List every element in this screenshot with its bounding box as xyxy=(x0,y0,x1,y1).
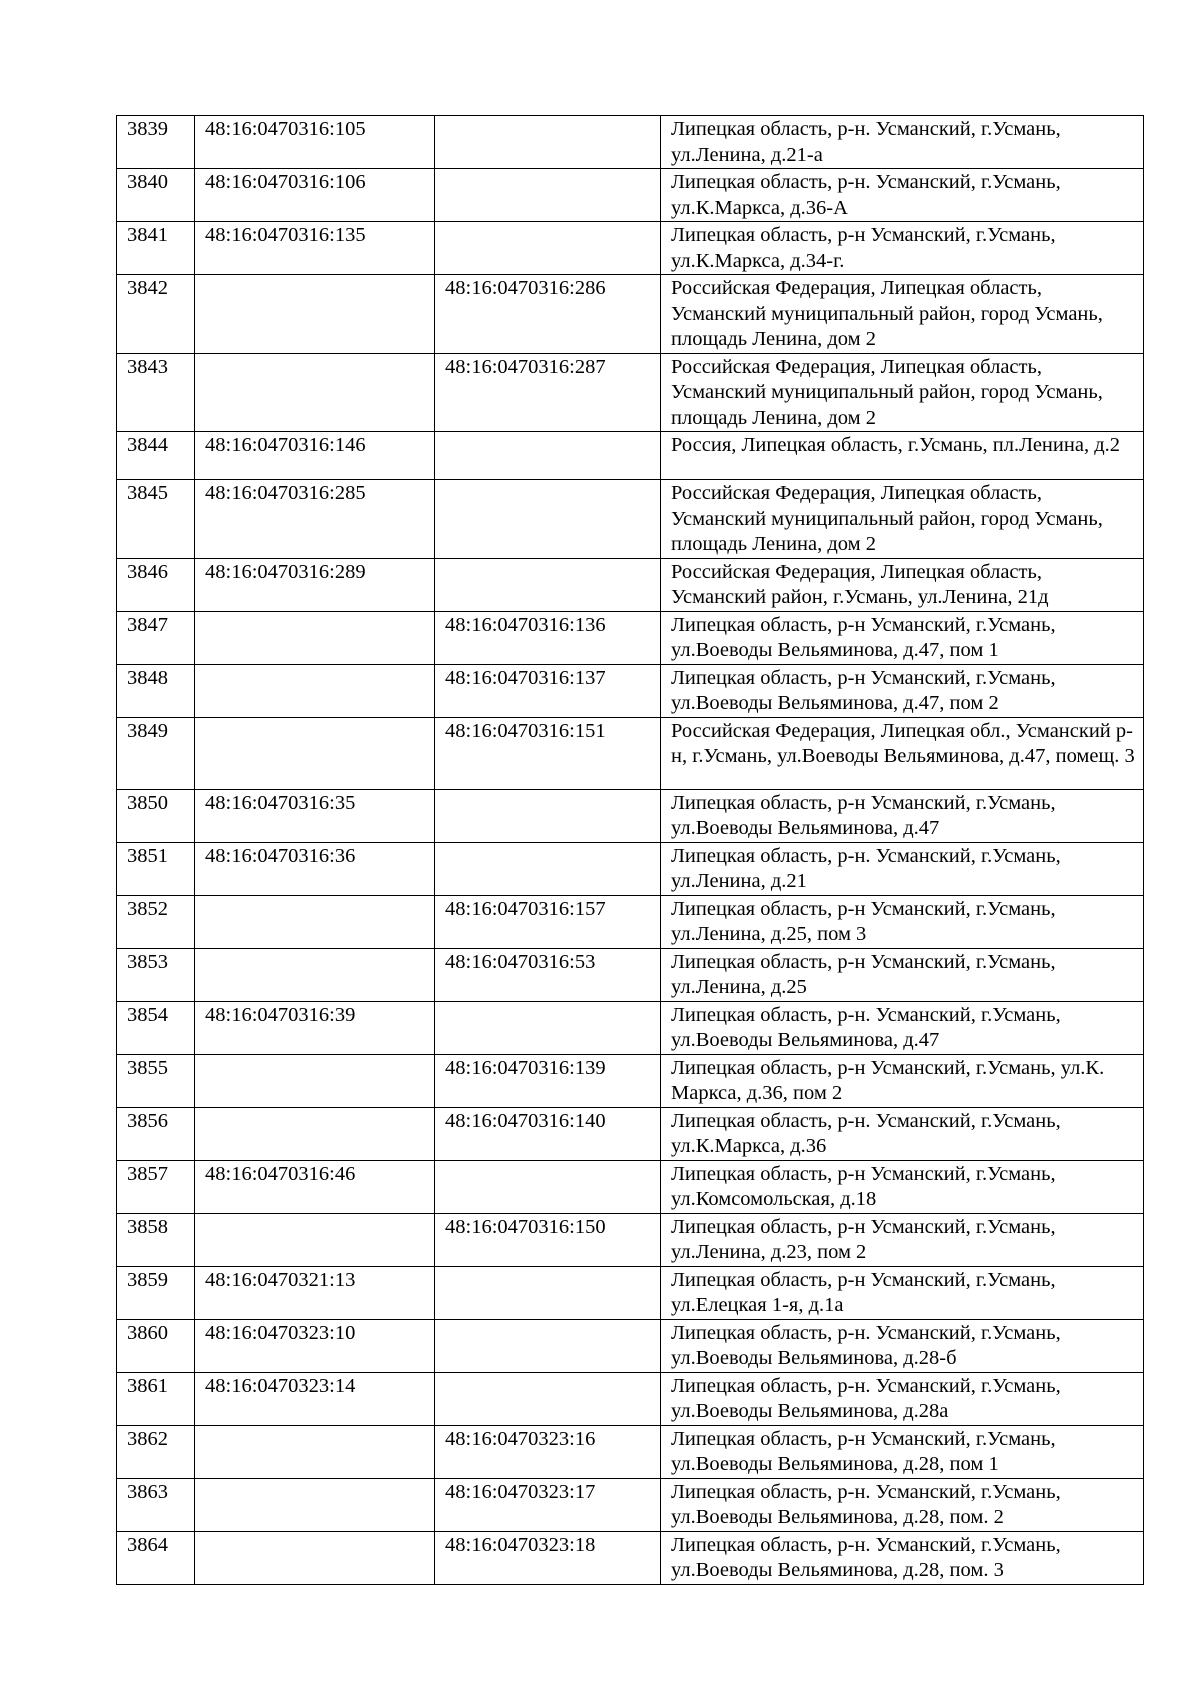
table-row xyxy=(117,1001,1144,1054)
building-cadastral-number-cell xyxy=(435,222,661,275)
cadastral-number-cell: 48:16:0470316:289 xyxy=(195,558,435,611)
building-cadastral-number-cell xyxy=(435,789,661,842)
building-cadastral-number-cell: 48:16:0470316:53 xyxy=(435,948,661,1001)
table-row xyxy=(117,116,1144,169)
building-cadastral-number-cell xyxy=(435,480,661,559)
cadastral-number-cell xyxy=(195,1054,435,1107)
building-cadastral-number-cell xyxy=(435,558,661,611)
table-row xyxy=(117,1372,1144,1425)
table-row xyxy=(117,558,1144,611)
row-number-cell: 3861 xyxy=(117,1372,195,1425)
cadastral-number-cell: 48:16:0470316:36 xyxy=(195,842,435,895)
address-cell: Липецкая область, р-н. Усманский, г.Усмань, ул.Ленина, д.21 xyxy=(661,842,1144,895)
row-number-cell: 3841 xyxy=(117,222,195,275)
cadastral-number-cell: 48:16:0470316:46 xyxy=(195,1160,435,1213)
table-row xyxy=(117,169,1144,222)
cadastral-number-cell: 48:16:0470316:105 xyxy=(195,116,435,169)
cadastral-number-cell: 48:16:0470316:146 xyxy=(195,432,435,480)
cadastral-number-cell xyxy=(195,1425,435,1478)
building-cadastral-number-cell: 48:16:0470316:151 xyxy=(435,717,661,789)
cadastral-number-cell xyxy=(195,664,435,717)
row-number-cell: 3858 xyxy=(117,1213,195,1266)
table-row xyxy=(117,717,1144,789)
table-row xyxy=(117,222,1144,275)
cadastral-number-cell: 48:16:0470316:135 xyxy=(195,222,435,275)
building-cadastral-number-cell xyxy=(435,1001,661,1054)
row-number-cell: 3844 xyxy=(117,432,195,480)
address-cell: Липецкая область, р-н. Усманский, г.Усмань, ул.Воеводы Вельяминова, д.28а xyxy=(661,1372,1144,1425)
cadastral-number-cell: 48:16:0470323:10 xyxy=(195,1319,435,1372)
table-row xyxy=(117,480,1144,559)
table-row xyxy=(117,948,1144,1001)
table-body xyxy=(117,116,1144,1585)
cadastral-number-cell xyxy=(195,275,435,354)
cadastral-number-cell xyxy=(195,717,435,789)
building-cadastral-number-cell: 48:16:0470316:137 xyxy=(435,664,661,717)
building-cadastral-number-cell xyxy=(435,1319,661,1372)
row-number-cell: 3843 xyxy=(117,353,195,432)
building-cadastral-number-cell xyxy=(435,1266,661,1319)
address-cell: Липецкая область, р-н Усманский, г.Усмань, ул.Ленина, д.25, пом 3 xyxy=(661,895,1144,948)
address-cell: Липецкая область, р-н Усманский, г.Усмань, ул.К.Маркса, д.34-г. xyxy=(661,222,1144,275)
row-number-cell: 3860 xyxy=(117,1319,195,1372)
address-cell: Липецкая область, р-н. Усманский, г.Усмань, ул.К.Маркса, д.36-А xyxy=(661,169,1144,222)
table-row xyxy=(117,1531,1144,1584)
building-cadastral-number-cell: 48:16:0470323:16 xyxy=(435,1425,661,1478)
table-row xyxy=(117,895,1144,948)
cadastral-number-cell: 48:16:0470316:35 xyxy=(195,789,435,842)
cadastral-number-cell: 48:16:0470316:285 xyxy=(195,480,435,559)
address-cell: Липецкая область, р-н. Усманский, г.Усмань, ул.Воеводы Вельяминова, д.28, пом. 2 xyxy=(661,1478,1144,1531)
address-cell: Липецкая область, р-н. Усманский, г.Усмань, ул.К.Маркса, д.36 xyxy=(661,1107,1144,1160)
address-cell: Российская Федерация, Липецкая обл., Усманский р-н, г.Усмань, ул.Воеводы Вельяминова, д.47, помещ. 3 xyxy=(661,717,1144,789)
cadastral-number-cell: 48:16:0470321:13 xyxy=(195,1266,435,1319)
building-cadastral-number-cell: 48:16:0470316:287 xyxy=(435,353,661,432)
building-cadastral-number-cell: 48:16:0470316:150 xyxy=(435,1213,661,1266)
table-row xyxy=(117,664,1144,717)
row-number-cell: 3842 xyxy=(117,275,195,354)
cadastral-number-cell: 48:16:0470316:39 xyxy=(195,1001,435,1054)
building-cadastral-number-cell: 48:16:0470316:136 xyxy=(435,611,661,664)
address-cell: Российская Федерация, Липецкая область, Усманский муниципальный район, город Усмань, площадь Ленина, дом 2 xyxy=(661,353,1144,432)
address-cell: Липецкая область, р-н. Усманский, г.Усмань, ул.Воеводы Вельяминова, д.47 xyxy=(661,1001,1144,1054)
table-row xyxy=(117,353,1144,432)
building-cadastral-number-cell xyxy=(435,169,661,222)
row-number-cell: 3853 xyxy=(117,948,195,1001)
address-cell: Липецкая область, р-н. Усманский, г.Усмань, ул.Воеводы Вельяминова, д.28, пом. 3 xyxy=(661,1531,1144,1584)
address-cell: Липецкая область, р-н Усманский, г.Усмань, ул.Воеводы Вельяминова, д.47, пом 2 xyxy=(661,664,1144,717)
cadastral-number-cell: 48:16:0470316:106 xyxy=(195,169,435,222)
row-number-cell: 3839 xyxy=(117,116,195,169)
cadastral-number-cell xyxy=(195,353,435,432)
table-row xyxy=(117,275,1144,354)
table-row xyxy=(117,1160,1144,1213)
cadastral-number-cell xyxy=(195,1531,435,1584)
address-cell: Липецкая область, р-н. Усманский, г.Усмань, ул.Ленина, д.21-а xyxy=(661,116,1144,169)
address-cell: Россия, Липецкая область, г.Усмань, пл.Ленина, д.2 xyxy=(661,432,1144,480)
table-row xyxy=(117,842,1144,895)
row-number-cell: 3850 xyxy=(117,789,195,842)
building-cadastral-number-cell: 48:16:0470316:139 xyxy=(435,1054,661,1107)
building-cadastral-number-cell xyxy=(435,1372,661,1425)
row-number-cell: 3856 xyxy=(117,1107,195,1160)
building-cadastral-number-cell xyxy=(435,432,661,480)
address-cell: Липецкая область, р-н. Усманский, г.Усмань, ул.Воеводы Вельяминова, д.28-б xyxy=(661,1319,1144,1372)
row-number-cell: 3859 xyxy=(117,1266,195,1319)
address-cell: Липецкая область, р-н Усманский, г.Усмань, ул.Ленина, д.25 xyxy=(661,948,1144,1001)
building-cadastral-number-cell: 48:16:0470316:140 xyxy=(435,1107,661,1160)
building-cadastral-number-cell: 48:16:0470323:18 xyxy=(435,1531,661,1584)
table-row xyxy=(117,1425,1144,1478)
table-row xyxy=(117,1266,1144,1319)
row-number-cell: 3852 xyxy=(117,895,195,948)
table-row xyxy=(117,1319,1144,1372)
table-row xyxy=(117,1107,1144,1160)
building-cadastral-number-cell: 48:16:0470316:157 xyxy=(435,895,661,948)
row-number-cell: 3855 xyxy=(117,1054,195,1107)
address-cell: Липецкая область, р-н Усманский, г.Усмань, ул.К. Маркса, д.36, пом 2 xyxy=(661,1054,1144,1107)
address-cell: Российская Федерация, Липецкая область, Усманский муниципальный район, город Усмань, площадь Ленина, дом 2 xyxy=(661,275,1144,354)
row-number-cell: 3848 xyxy=(117,664,195,717)
table-row xyxy=(117,432,1144,480)
building-cadastral-number-cell xyxy=(435,842,661,895)
cadastral-number-cell xyxy=(195,1478,435,1531)
row-number-cell: 3862 xyxy=(117,1425,195,1478)
cadastral-number-cell xyxy=(195,611,435,664)
cadastral-number-cell xyxy=(195,948,435,1001)
address-cell: Липецкая область, р-н Усманский, г.Усмань, ул.Комсомольская, д.18 xyxy=(661,1160,1144,1213)
row-number-cell: 3849 xyxy=(117,717,195,789)
table-row xyxy=(117,1054,1144,1107)
table-row xyxy=(117,611,1144,664)
cadastral-number-cell: 48:16:0470323:14 xyxy=(195,1372,435,1425)
row-number-cell: 3847 xyxy=(117,611,195,664)
property-table xyxy=(116,115,1144,1585)
cadastral-number-cell xyxy=(195,895,435,948)
address-cell: Липецкая область, р-н Усманский, г.Усмань, ул.Воеводы Вельяминова, д.28, пом 1 xyxy=(661,1425,1144,1478)
cadastral-number-cell xyxy=(195,1213,435,1266)
row-number-cell: 3846 xyxy=(117,558,195,611)
row-number-cell: 3863 xyxy=(117,1478,195,1531)
table-row xyxy=(117,789,1144,842)
row-number-cell: 3851 xyxy=(117,842,195,895)
address-cell: Российская Федерация, Липецкая область, Усманский муниципальный район, город Усмань, площадь Ленина, дом 2 xyxy=(661,480,1144,559)
address-cell: Липецкая область, р-н Усманский, г.Усмань, ул.Елецкая 1-я, д.1а xyxy=(661,1266,1144,1319)
address-cell: Российская Федерация, Липецкая область, Усманский район, г.Усмань, ул.Ленина, 21д xyxy=(661,558,1144,611)
address-cell: Липецкая область, р-н Усманский, г.Усмань, ул.Ленина, д.23, пом 2 xyxy=(661,1213,1144,1266)
building-cadastral-number-cell: 48:16:0470323:17 xyxy=(435,1478,661,1531)
row-number-cell: 3864 xyxy=(117,1531,195,1584)
table-row xyxy=(117,1213,1144,1266)
building-cadastral-number-cell: 48:16:0470316:286 xyxy=(435,275,661,354)
row-number-cell: 3840 xyxy=(117,169,195,222)
address-cell: Липецкая область, р-н Усманский, г.Усмань, ул.Воеводы Вельяминова, д.47 xyxy=(661,789,1144,842)
address-cell: Липецкая область, р-н Усманский, г.Усмань, ул.Воеводы Вельяминова, д.47, пом 1 xyxy=(661,611,1144,664)
row-number-cell: 3845 xyxy=(117,480,195,559)
row-number-cell: 3854 xyxy=(117,1001,195,1054)
cadastral-number-cell xyxy=(195,1107,435,1160)
table-row xyxy=(117,1478,1144,1531)
row-number-cell: 3857 xyxy=(117,1160,195,1213)
building-cadastral-number-cell xyxy=(435,116,661,169)
building-cadastral-number-cell xyxy=(435,1160,661,1213)
